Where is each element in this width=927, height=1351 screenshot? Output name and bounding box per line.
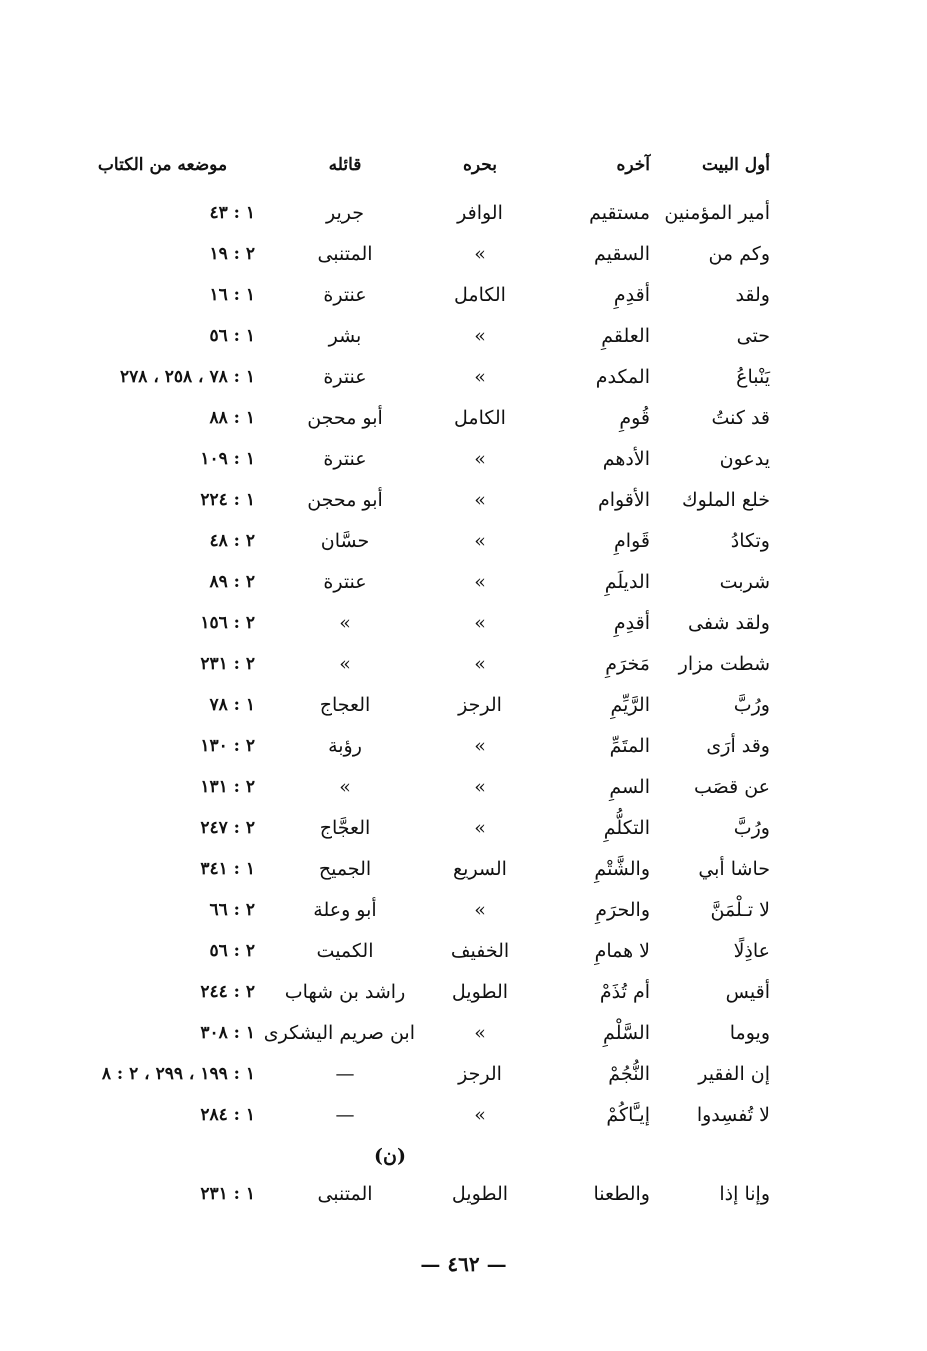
cell-meter: » bbox=[474, 448, 486, 470]
cell-poet: جرير bbox=[326, 202, 364, 224]
cell-last-word: العلقمِ bbox=[601, 325, 650, 347]
cell-poet: المتنبى bbox=[317, 1183, 373, 1205]
cell-last-word: التكلُّمِ bbox=[603, 817, 650, 839]
cell-meter: الطويل bbox=[451, 1183, 509, 1205]
header-first: أول البيت bbox=[701, 155, 770, 175]
table-row bbox=[70, 442, 770, 483]
cell-poet: » bbox=[339, 612, 351, 634]
table-row bbox=[70, 524, 770, 565]
table-row bbox=[70, 196, 770, 237]
cell-first-word: ويوما bbox=[729, 1022, 770, 1044]
cell-first-word: شطت مزار bbox=[678, 653, 770, 675]
table-row bbox=[70, 565, 770, 606]
cell-poet: العجاج bbox=[319, 694, 371, 716]
cell-last-word: إيـَّاكُمْ bbox=[606, 1104, 650, 1126]
cell-last-word: السقيم bbox=[593, 243, 650, 265]
cell-last-word: الديلَمِ bbox=[604, 571, 650, 593]
table-body-after bbox=[70, 1177, 770, 1218]
cell-first-word: وتكادُ bbox=[730, 530, 770, 552]
table-row bbox=[70, 1016, 770, 1057]
cell-location: ٢ : ٢٣١ bbox=[200, 654, 255, 674]
cell-meter: » bbox=[474, 653, 486, 675]
cell-meter: » bbox=[474, 735, 486, 757]
table-row bbox=[70, 647, 770, 688]
cell-meter: » bbox=[474, 366, 486, 388]
cell-location: ٢ : ٨٩ bbox=[209, 572, 255, 592]
cell-meter: الرجز bbox=[458, 1063, 502, 1085]
cell-location: ١ : ١٦ bbox=[209, 285, 255, 305]
cell-first-word: ورُبَّ bbox=[733, 817, 770, 839]
table-row bbox=[70, 852, 770, 893]
cell-poet: بشر bbox=[328, 325, 362, 347]
cell-last-word: الأقوام bbox=[597, 489, 650, 511]
cell-meter: السريع bbox=[453, 858, 507, 880]
cell-last-word: مَخرَمِ bbox=[605, 653, 650, 675]
cell-poet: — bbox=[335, 1063, 355, 1085]
header-last: آخره bbox=[616, 155, 650, 175]
header-meter: بحره bbox=[463, 155, 497, 175]
table-row bbox=[70, 1057, 770, 1098]
cell-location: ٢ : ١٩ bbox=[209, 244, 255, 264]
cell-last-word: السمِ bbox=[609, 776, 650, 798]
cell-poet: العجَّاج bbox=[319, 817, 371, 839]
cell-first-word: ولقد bbox=[735, 284, 770, 306]
cell-location: ١ : ٧٨ ، ٢٥٨ ، ٢٧٨ bbox=[120, 367, 255, 387]
cell-meter: الوافر bbox=[457, 202, 503, 224]
table-body bbox=[70, 196, 770, 1139]
cell-first-word: وإنا إذا bbox=[719, 1183, 770, 1205]
cell-location: ١ : ٢٨٤ bbox=[200, 1105, 255, 1125]
cell-poet: أبو محجن bbox=[307, 489, 383, 511]
table-row bbox=[70, 401, 770, 442]
table-row bbox=[70, 975, 770, 1016]
cell-meter: الطويل bbox=[451, 981, 509, 1003]
table-row bbox=[70, 278, 770, 319]
cell-meter: » bbox=[474, 1022, 486, 1044]
table-row bbox=[70, 319, 770, 360]
cell-location: ١ : ١٩٩ ، ٢٩٩ ، ٢ : ٨ bbox=[101, 1064, 255, 1084]
cell-meter: » bbox=[474, 530, 486, 552]
cell-location: ١ : ٨٨ bbox=[209, 408, 255, 428]
cell-first-word: عن قصَب bbox=[693, 776, 770, 798]
cell-poet: » bbox=[339, 776, 351, 798]
section-heading: (ن) bbox=[374, 1145, 406, 1167]
cell-location: ٢ : ١٣٠ bbox=[200, 736, 255, 756]
cell-meter: » bbox=[474, 325, 486, 347]
cell-poet: أبو وعلة bbox=[313, 899, 377, 921]
cell-first-word: وقد أرَى bbox=[706, 735, 770, 757]
cell-meter: الكامل bbox=[454, 284, 506, 306]
cell-meter: الخفيف bbox=[450, 940, 510, 962]
cell-location: ٢ : ٢٤٤ bbox=[200, 982, 255, 1002]
cell-first-word: قد كنتُ bbox=[711, 407, 770, 429]
cell-location: ٢ : ١٥٦ bbox=[200, 613, 255, 633]
cell-location: ٢ : ٢٤٧ bbox=[200, 818, 255, 838]
verse-index-table bbox=[70, 148, 770, 1218]
table-row bbox=[70, 483, 770, 524]
cell-last-word: والحرَمِ bbox=[595, 899, 650, 921]
table-row bbox=[70, 1098, 770, 1139]
cell-location: ١ : ٥٦ bbox=[209, 326, 255, 346]
cell-location: ١ : ٣٠٨ bbox=[200, 1023, 255, 1043]
cell-location: ١ : ٢٣١ bbox=[200, 1184, 255, 1204]
cell-meter: » bbox=[474, 489, 486, 511]
cell-meter: الكامل bbox=[454, 407, 506, 429]
table-row bbox=[70, 237, 770, 278]
cell-last-word: الأدهم bbox=[602, 448, 650, 470]
cell-location: ٢ : ١٣١ bbox=[200, 777, 255, 797]
cell-poet: حسَّان bbox=[320, 530, 370, 552]
cell-location: ١ : ١٠٩ bbox=[200, 449, 255, 469]
cell-first-word: حاشا أبي bbox=[698, 858, 770, 880]
cell-first-word: يدعون bbox=[719, 448, 770, 470]
table-row bbox=[70, 893, 770, 934]
cell-location: ٢ : ٤٨ bbox=[209, 531, 255, 551]
table-row bbox=[70, 606, 770, 647]
cell-poet: الجميح bbox=[318, 858, 372, 880]
cell-last-word: والطعنا bbox=[593, 1183, 650, 1205]
cell-first-word: ولقد شفى bbox=[688, 612, 770, 634]
cell-first-word: شربت bbox=[719, 571, 770, 593]
cell-poet: المتنبى bbox=[317, 243, 373, 265]
cell-first-word: يَنْباعُ bbox=[736, 366, 770, 388]
cell-last-word: مستقيم bbox=[589, 202, 650, 224]
cell-poet: عنترة bbox=[323, 571, 367, 593]
table-header-row bbox=[70, 148, 770, 190]
table-row bbox=[70, 811, 770, 852]
cell-poet: راشد بن شهاب bbox=[284, 981, 406, 1003]
cell-last-word: الرَّيِّمِ bbox=[610, 694, 650, 716]
cell-poet: » bbox=[339, 653, 351, 675]
table-row bbox=[70, 688, 770, 729]
cell-first-word: حتى bbox=[736, 325, 770, 347]
cell-last-word: المكدم bbox=[595, 366, 650, 388]
cell-poet: ابن صريم اليشكرى bbox=[263, 1022, 415, 1044]
cell-last-word: أقدِمِ bbox=[613, 284, 650, 306]
table-row bbox=[70, 1177, 770, 1218]
table-row bbox=[70, 360, 770, 401]
cell-poet: عنترة bbox=[323, 448, 367, 470]
cell-last-word: والشَّتْمِ bbox=[594, 858, 650, 880]
cell-location: ١ : ٣٤١ bbox=[200, 859, 255, 879]
cell-first-word: عاذِلًا bbox=[733, 940, 770, 962]
cell-location: ٢ : ٥٦ bbox=[209, 941, 255, 961]
cell-first-word: أمير المؤمنين bbox=[664, 202, 770, 224]
cell-poet: عنترة bbox=[323, 284, 367, 306]
cell-location: ١ : ٤٣ bbox=[209, 203, 255, 223]
table-row bbox=[70, 934, 770, 975]
cell-location: ١ : ٢٢٤ bbox=[200, 490, 255, 510]
cell-meter: » bbox=[474, 612, 486, 634]
cell-last-word: المتَمِّ bbox=[609, 735, 650, 757]
cell-poet: رؤبة bbox=[328, 735, 362, 757]
cell-last-word: أقدِمِ bbox=[613, 612, 650, 634]
cell-meter: الرجز bbox=[458, 694, 502, 716]
cell-last-word: أم تُذَمْ bbox=[599, 981, 650, 1003]
cell-meter: » bbox=[474, 1104, 486, 1126]
cell-first-word: إن الفقير bbox=[698, 1063, 770, 1085]
cell-first-word: وكم من bbox=[708, 243, 770, 265]
cell-first-word: خلع الملوك bbox=[681, 489, 770, 511]
table-row bbox=[70, 770, 770, 811]
section-heading-row bbox=[70, 1139, 770, 1177]
cell-poet: — bbox=[335, 1104, 355, 1126]
cell-meter: » bbox=[474, 243, 486, 265]
table-row bbox=[70, 729, 770, 770]
cell-first-word: لا تـلْمَنَّ bbox=[710, 899, 770, 921]
cell-last-word: النُّجُمْ bbox=[608, 1063, 650, 1085]
cell-poet: أبو محجن bbox=[307, 407, 383, 429]
cell-meter: » bbox=[474, 776, 486, 798]
page-number: — ٤٦٢ — bbox=[420, 1252, 507, 1276]
cell-last-word: لا همامِ bbox=[594, 940, 650, 962]
cell-meter: » bbox=[474, 899, 486, 921]
cell-last-word: قُومِ bbox=[619, 407, 650, 429]
cell-meter: » bbox=[474, 817, 486, 839]
cell-last-word: السَّلْمِ bbox=[603, 1022, 650, 1044]
cell-meter: » bbox=[474, 571, 486, 593]
header-location: موضعه من الكتاب bbox=[97, 155, 228, 175]
cell-poet: الكميت bbox=[316, 940, 374, 962]
cell-location: ٢ : ٦٦ bbox=[209, 900, 255, 920]
cell-first-word: لا تُفسِدوا bbox=[696, 1104, 770, 1126]
cell-first-word: أقيس bbox=[725, 981, 770, 1003]
cell-first-word: ورُبَّ bbox=[733, 694, 770, 716]
header-poet: قائله bbox=[328, 155, 362, 175]
cell-last-word: قَوامِ bbox=[614, 530, 650, 552]
cell-poet: عنترة bbox=[323, 366, 367, 388]
cell-location: ١ : ٧٨ bbox=[209, 695, 255, 715]
